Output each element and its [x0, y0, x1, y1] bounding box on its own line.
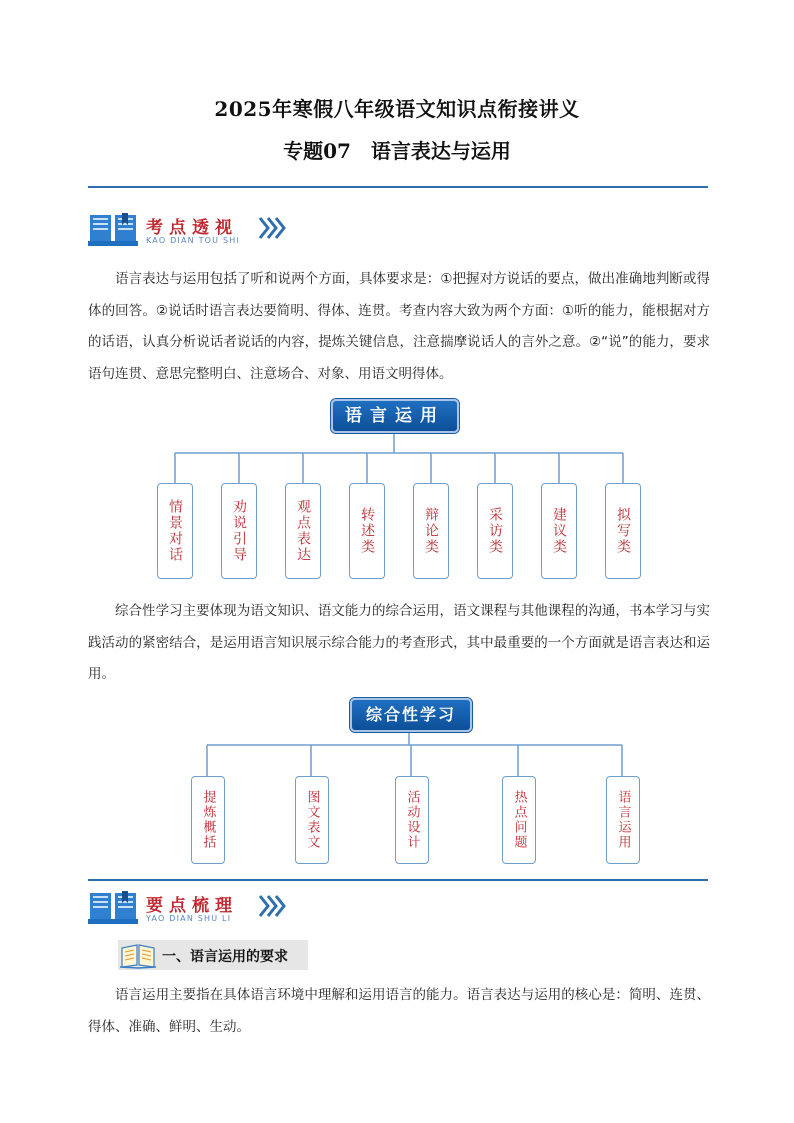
section-heading-kaodian [88, 211, 348, 255]
subtitle-topic-number: 专题07 [283, 139, 351, 163]
diagram1-leaf: 建议类 [541, 483, 577, 579]
section-pinyin: YAO DIAN SHU LI [146, 914, 232, 923]
section-divider [88, 879, 708, 881]
open-book-icon [88, 211, 138, 247]
diagram1-leaf: 采访类 [477, 483, 513, 579]
open-book-icon [88, 889, 138, 925]
diagram1-leaf: 辩论类 [413, 483, 449, 579]
diagram1-leaf: 劝说引导 [221, 483, 257, 579]
diagram2-root: 综合性学习 [350, 698, 472, 732]
section-pinyin: KAO DIAN TOU SHI [146, 236, 241, 245]
chevron-right-icon [258, 893, 288, 919]
open-book-small-icon [118, 940, 158, 970]
diagram1-leaf: 拟写类 [605, 483, 641, 579]
subsection-title: 一、语言运用的要求 [162, 949, 288, 965]
section-heading-yaodian [88, 889, 348, 933]
diagram2-leaf: 语言运用 [606, 776, 640, 864]
subtitle-topic-name: 语言表达与运用 [370, 139, 511, 163]
diagram1-leaf: 情景对话 [157, 483, 193, 579]
document-title: 2025年寒假八年级语文知识点衔接讲义 [214, 97, 580, 121]
diagram1-root: 语言运用 [331, 399, 459, 433]
diagram1-leaf: 观点表达 [285, 483, 321, 579]
language-use-paragraph: 语言运用主要指在具体语言环境中理解和运用语言的能力。语言表达与运用的核心是：简明、连贯、得体、准确、鲜明、生动。 [88, 987, 710, 1035]
intro-paragraph: 语言表达与运用包括了听和说两个方面，具体要求是：①把握对方说话的要点，做出准确地判断或得体的回答。②说话时语言表达要简明、得体、连贯。考查内容大致为两个方面：①听的能力，能根据对方的话语，认真分析说话者说话的内容，提炼关键信息，注意揣摩说话人的言外之意。②“说”的能力，要求语句连贯、意思完整明白、注意场合、对象、用语文明得体。 [88, 271, 710, 382]
diagram1-leaf: 转述类 [349, 483, 385, 579]
section-title: 考点透视 [146, 218, 238, 238]
diagram2-leaf: 图文表文 [295, 776, 329, 864]
diagram2-leaf: 提炼概括 [191, 776, 225, 864]
comprehensive-learning-paragraph: 综合性学习主要体现为语文知识、语文能力的综合运用，语文课程与其他课程的沟通，书本学习与实践活动的紧密结合，是运用语言知识展示综合能力的考查形式，其中最重要的一个方面就是语言表达和运用。 [88, 603, 710, 682]
section-title: 要点梳理 [146, 896, 238, 916]
subsection-heading [118, 940, 318, 970]
title-divider [88, 186, 708, 188]
diagram2-leaf: 活动设计 [395, 776, 429, 864]
chevron-right-icon [258, 215, 288, 241]
diagram2-leaf: 热点问题 [502, 776, 536, 864]
document-subtitle [0, 135, 794, 164]
